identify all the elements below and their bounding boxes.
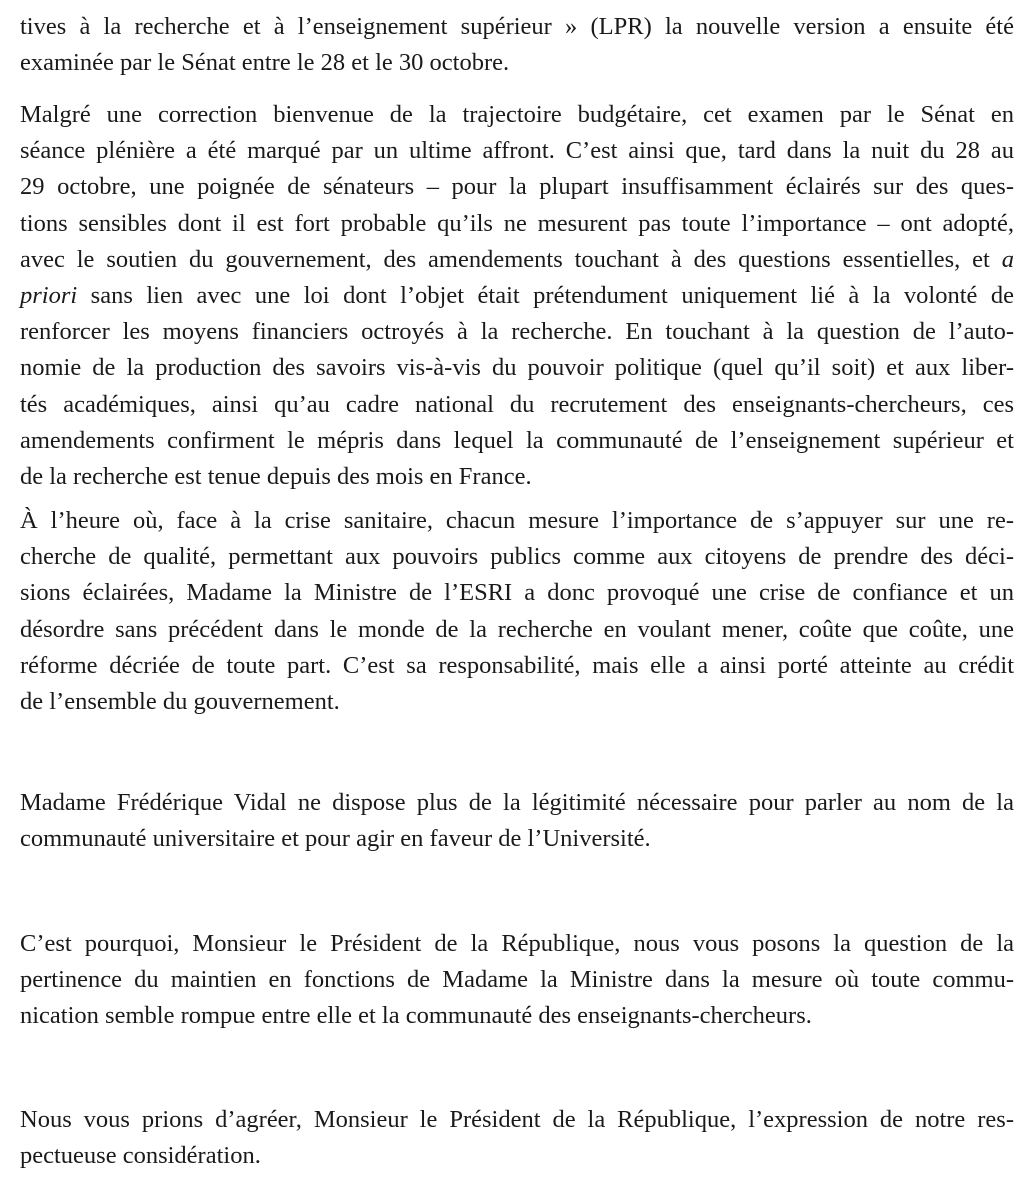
text-line: pertinence du maintien en fonctions de Madame la Ministre dans la mesure où toute commu- (20, 966, 1014, 994)
text-line: tions sensibles dont il est fort probable qu’ils ne mesurent pas toute l’importance – ont adopté, (20, 209, 1014, 237)
text-line: nication semble rompue entre elle et la communauté des enseignants-chercheurs. (20, 1002, 812, 1030)
text-line: examinée par le Sénat entre le 28 et le 30 octobre. (20, 49, 510, 77)
text-line: Nous vous prions d’agréer, Monsieur le Président de la République, l’expression de notre res- (20, 1106, 1014, 1133)
text-line: communauté universitaire et pour agir en faveur de l’Université. (20, 825, 651, 853)
text-line-with-italic (20, 242, 1014, 278)
paragraph-6 (20, 1102, 1014, 1174)
text-line: réforme décriée de toute part. C’est sa responsabilité, mais elle a ainsi porté atteinte au crédit (20, 651, 1014, 679)
text-line: C’est pourquoi, Monsieur le Président de la République, nous vous posons la question de la (20, 930, 1014, 957)
document-page (20, 0, 1014, 1200)
text-line: désordre sans précédent dans le monde de la recherche en voulant mener, coûte que coûte, une (20, 615, 1014, 643)
text-line: amendements confirment le mépris dans lequel la communauté de l’enseignement supérieur et (20, 426, 1014, 454)
text-segment: sans lien avec une loi dont l’objet était prétendument uniquement lié à la volonté de (90, 281, 1015, 309)
text-line: tives à la recherche et à l’enseignement supérieur » (LPR) la nouvelle version a ensuite été (20, 13, 1014, 40)
italic-word-a: a (1001, 245, 1015, 273)
text-line: séance plénière a été marqué par un ultime affront. C’est ainsi que, tard dans la nuit du 28 au (20, 137, 1014, 165)
text-line: de l’ensemble du gouvernement. (20, 687, 340, 715)
text-line: tés académiques, ainsi qu’au cadre national du recrutement des enseignants-chercheurs, ces (20, 390, 1014, 418)
text-line: renforcer les moyens financiers octroyés à la recherche. En touchant à la question de l’auto- (20, 318, 1014, 346)
text-line: cherche de qualité, permettant aux pouvoirs publics comme aux citoyens de prendre des déci- (20, 543, 1014, 571)
paragraph-5 (20, 926, 1014, 1035)
paragraph-4 (20, 785, 1014, 857)
paragraph-1 (20, 9, 1014, 81)
text-line: pectueuse considération. (20, 1142, 261, 1170)
text-line: sions éclairées, Madame la Ministre de l’ESRI a donc provoqué une crise de confiance et un (20, 579, 1014, 607)
text-line: Malgré une correction bienvenue de la trajectoire budgétaire, cet examen par le Sénat en (20, 101, 1014, 128)
italic-word-priori: priori (20, 281, 78, 309)
text-line: 29 octobre, une poignée de sénateurs – pour la plupart insuffisamment éclairés sur des ques- (20, 173, 1014, 201)
text-line: Madame Frédérique Vidal ne dispose plus de la légitimité nécessaire pour parler au nom de la (20, 789, 1014, 816)
paragraph-2 (20, 97, 1014, 495)
text-line: À l’heure où, face à la crise sanitaire, chacun mesure l’importance de s’appuyer sur une re- (20, 507, 1014, 534)
text-line-with-italic (20, 278, 1014, 314)
text-segment: avec le soutien du gouvernement, des amendements touchant à des questions essentielles, et (20, 245, 990, 273)
paragraph-3 (20, 503, 1014, 720)
text-line: nomie de la production des savoirs vis-à-vis du pouvoir politique (quel qu’il soit) et aux liber- (20, 354, 1014, 382)
text-line: de la recherche est tenue depuis des mois en France. (20, 462, 532, 490)
